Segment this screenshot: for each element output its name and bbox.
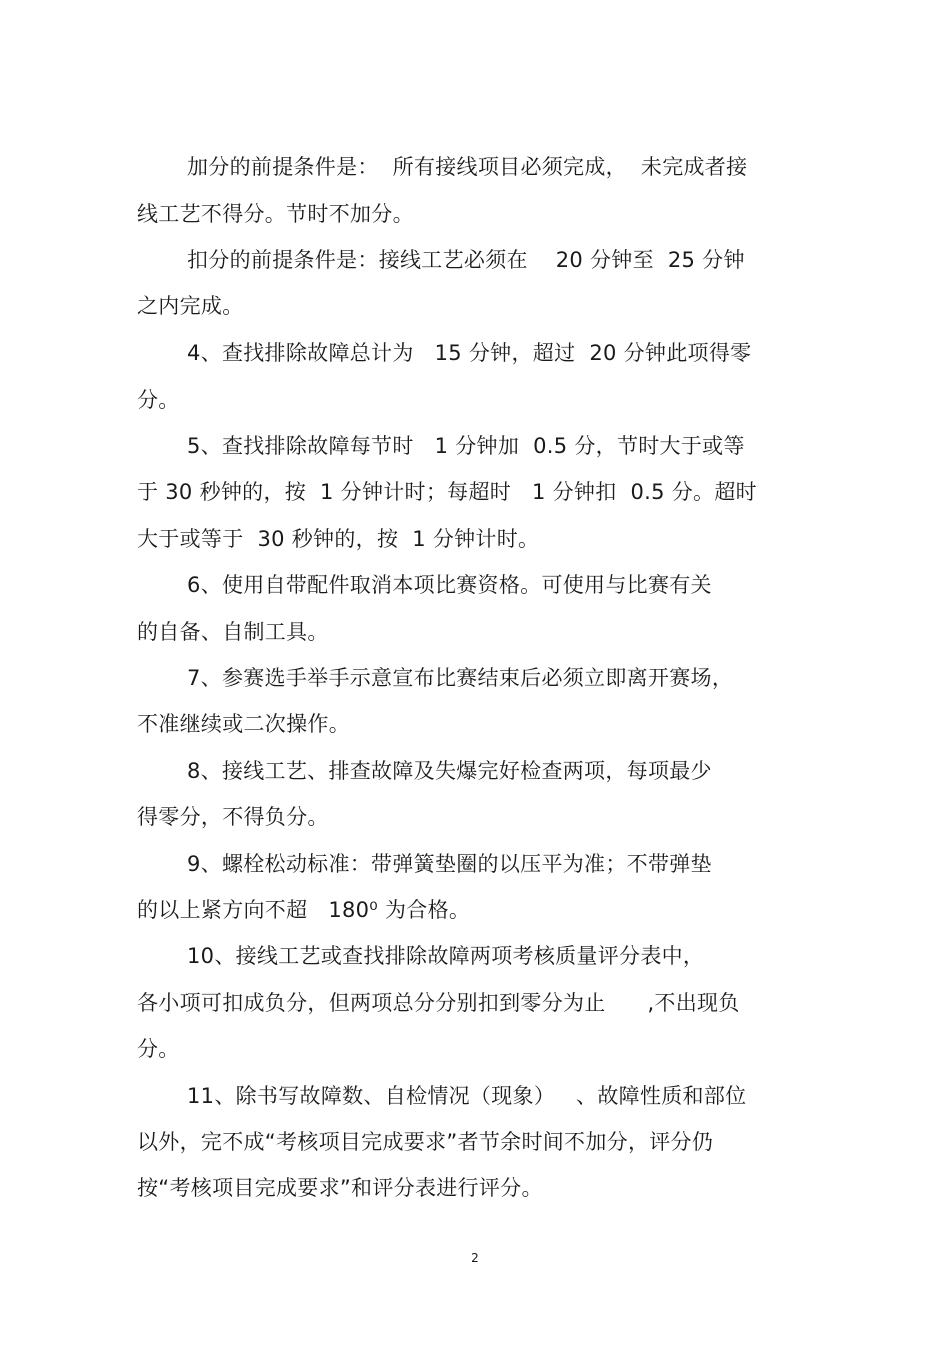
paragraph-line: 按“考核项目完成要求”和评分表进行评分。	[137, 1176, 543, 1200]
paragraph-line: 10、接线工艺或查找排除故障两项考核质量评分表中，	[187, 944, 705, 968]
paragraph-line: 6、使用自带配件取消本项比赛资格。可使用与比赛有关	[187, 573, 712, 597]
paragraph-line: 的自备、自制工具。	[137, 620, 329, 644]
paragraph-line: 得零分，不得负分。	[137, 805, 329, 829]
paragraph-line: 扣分的前提条件是：接线工艺必须在 20 分钟至 25 分钟	[187, 248, 745, 272]
paragraph-line: 11、除书写故障数、自检情况（现象） 、故障性质和部位	[187, 1084, 747, 1108]
paragraph-line: 9、螺栓松动标准：带弹簧垫圈的以压平为准；不带弹垫	[187, 852, 712, 876]
paragraph-line: 加分的前提条件是： 所有接线项目必须完成， 未完成者接	[187, 155, 748, 179]
paragraph-line: 7、参赛选手举手示意宣布比赛结束后必须立即离开赛场，	[187, 666, 734, 690]
paragraph-line: 线工艺不得分。节时不加分。	[137, 202, 414, 226]
paragraph-line: 4、查找排除故障总计为 15 分钟，超过 20 分钟此项得零	[187, 341, 752, 365]
paragraph-line: 分。	[137, 1037, 180, 1061]
paragraph-line: 5、查找排除故障每节时 1 分钟加 0.5 分，节时大于或等	[187, 434, 745, 458]
paragraph-line: 分。	[137, 388, 180, 412]
paragraph-line: 不准继续或二次操作。	[137, 712, 350, 736]
paragraph-line: 的以上紧方向不超 180⁰ 为合格。	[137, 898, 471, 922]
page-number: 2	[471, 1251, 479, 1265]
paragraph-line: 于 30 秒钟的，按 1 分钟计时；每超时 1 分钟扣 0.5 分。超时	[137, 480, 757, 504]
paragraph-line: 大于或等于 30 秒钟的，按 1 分钟计时。	[137, 527, 540, 551]
paragraph-line: 8、接线工艺、排查故障及失爆完好检查两项，每项最少	[187, 759, 712, 783]
paragraph-line: 以外，完不成“考核项目完成要求”者节余时间不加分，评分仍	[137, 1130, 714, 1154]
paragraph-line: 各小项可扣成负分，但两项总分分别扣到零分为止 ,不出现负	[137, 991, 740, 1015]
paragraph-line: 之内完成。	[137, 294, 244, 318]
